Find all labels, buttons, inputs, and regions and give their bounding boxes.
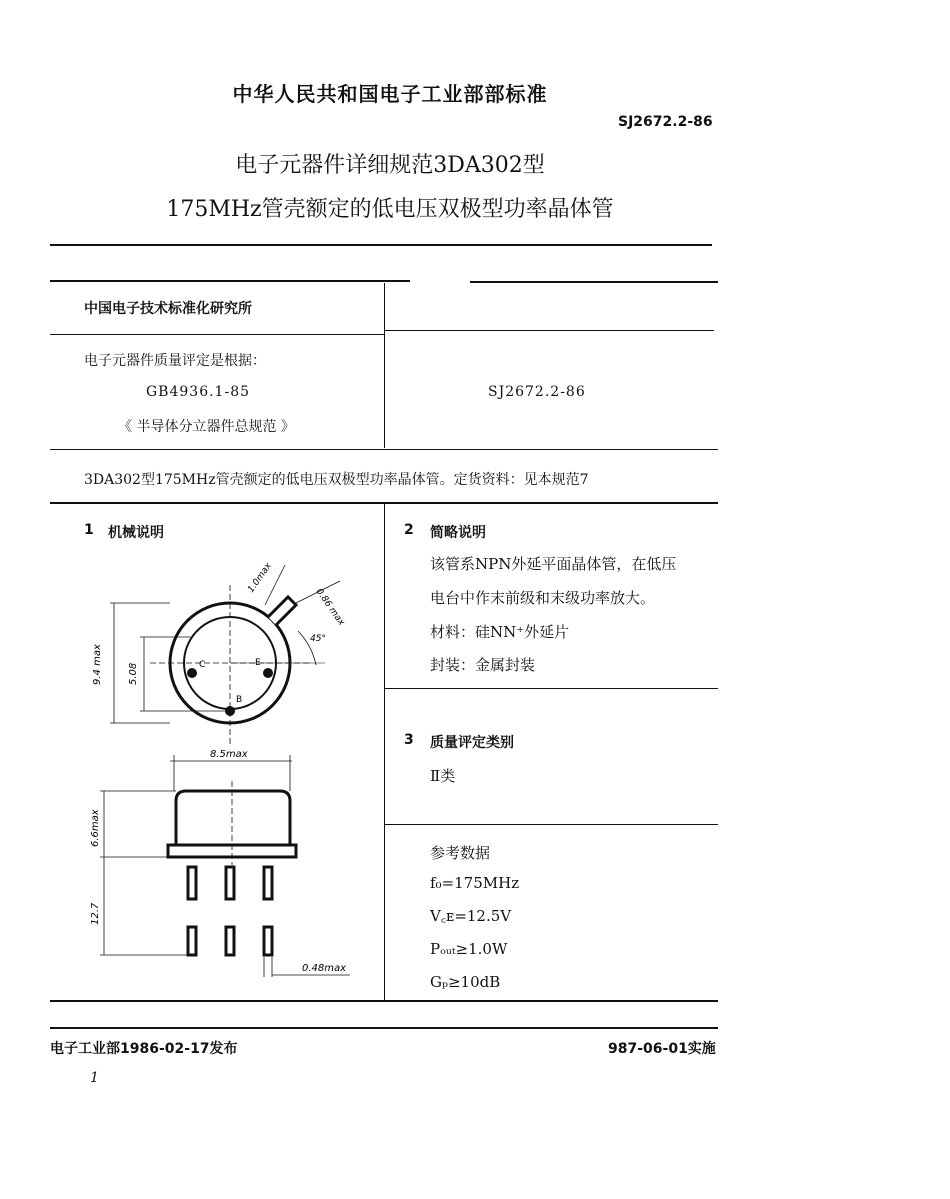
standard-number: SJ2672.2-86	[618, 114, 713, 130]
basis-label: 电子元器件质量评定是根据：	[84, 353, 266, 369]
lead-left-end	[188, 927, 196, 955]
assessment-category: Ⅱ类	[430, 767, 456, 785]
effective-date: 987-06-01实施	[608, 1041, 716, 1057]
tab-slot	[268, 597, 296, 625]
section1-number: 1	[84, 522, 94, 538]
body-height-dimension: 6.6max	[90, 809, 101, 847]
pin-e-dot	[263, 668, 273, 678]
angle-dimension: 45°	[310, 634, 326, 644]
info-table-right-rule	[384, 330, 714, 331]
basis-standard: GB4936.1-85	[146, 384, 251, 400]
reference-gp: Gₚ≥10dB	[430, 973, 501, 991]
lead-diameter-dimension: 0.48max	[302, 963, 347, 974]
description-line-2: 电台中作末前级和末级功率放大。	[430, 589, 656, 607]
section3-bottom-rule	[384, 824, 718, 825]
can-body	[176, 791, 290, 845]
issue-date: 电子工业部1986-02-17发布	[50, 1041, 238, 1057]
document-title-line1: 电子元器件详细规范3DA302型	[235, 153, 545, 178]
table-top-rule-right	[470, 281, 718, 283]
main-divider	[384, 504, 385, 1000]
lead-right-end	[264, 927, 272, 955]
footer-rule-bottom	[50, 1027, 718, 1029]
right-standard-number: SJ2672.2-86	[488, 384, 586, 400]
description-line-1: 该管系NPN外延平面晶体管，在低压	[430, 555, 677, 573]
section2-title: 简略说明	[430, 525, 486, 541]
pin-e-label: E	[255, 658, 261, 668]
institute-name: 中国电子技术标准化研究所	[84, 301, 252, 317]
description-line-3: 材料：硅NN⁺外延片	[430, 623, 570, 641]
lead-length-dimension: 12.7	[90, 902, 101, 925]
diameter-dimension: 9.4 max	[92, 644, 103, 685]
basis-standard-name: 《 半导体分立器件总规范 》	[118, 419, 295, 435]
page-number: 1	[90, 1070, 99, 1086]
pin-c-dot	[187, 668, 197, 678]
lead-middle-end	[226, 927, 234, 955]
description-line-4: 封装：金属封装	[430, 656, 536, 674]
mechanical-drawing	[80, 545, 380, 985]
section2-bottom-rule	[384, 688, 718, 689]
footer-rule-top	[50, 1000, 718, 1002]
reference-vce: V꜀ᴇ=12.5V	[430, 907, 512, 925]
pin-c-label: C	[199, 660, 206, 670]
table-top-rule-left	[50, 280, 410, 282]
tab-slot-dimension: 0.86 max	[313, 586, 347, 628]
lead-right	[264, 867, 272, 899]
reference-pout: Pₒᵤₜ≥1.0W	[430, 940, 508, 958]
tab-width-dimension: 1.0max	[246, 561, 274, 595]
document-title-line2: 175MHz管壳额定的低电压双极型功率晶体管	[166, 197, 614, 222]
lead-left	[188, 867, 196, 899]
info-table-bottom-rule	[50, 449, 718, 450]
section3-title: 质量评定类别	[430, 735, 514, 751]
pitch-dimension: 5.08	[128, 662, 139, 685]
title-rule	[50, 244, 712, 246]
info-table-mid-rule	[50, 334, 384, 335]
info-table-divider	[384, 283, 385, 448]
section3-number: 3	[404, 732, 414, 748]
body-width-dimension: 8.5max	[210, 749, 248, 760]
summary-line: 3DA302型175MHz管壳额定的低电压双极型功率晶体管。定货资料：见本规范7	[84, 472, 589, 488]
reference-f0: f₀=175MHz	[430, 874, 520, 892]
lead-middle	[226, 867, 234, 899]
reference-title: 参考数据	[430, 844, 491, 862]
section2-number: 2	[404, 522, 414, 538]
org-title: 中华人民共和国电子工业部部标准	[232, 82, 548, 106]
section1-title: 机械说明	[108, 525, 164, 541]
pin-b-label: B	[236, 695, 243, 705]
